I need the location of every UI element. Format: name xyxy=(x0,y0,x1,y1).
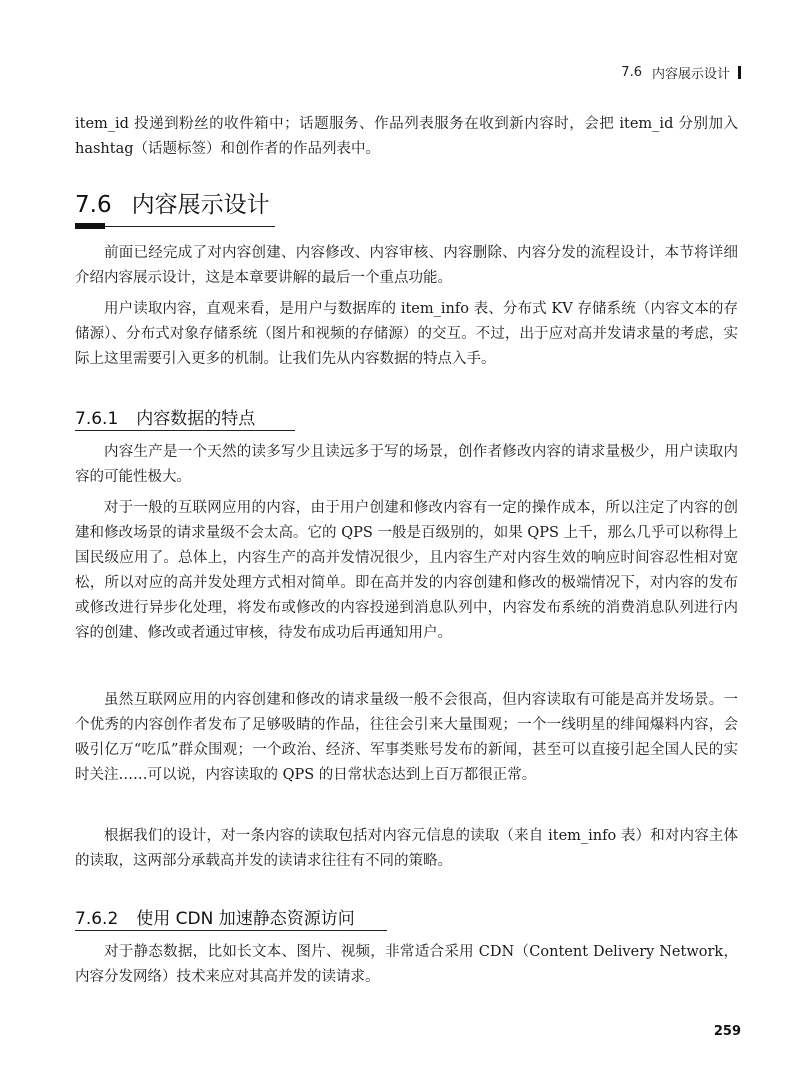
section-heading xyxy=(75,186,270,219)
subsection-1-rule xyxy=(75,430,295,431)
subsection-1-paragraph-1: 内容生产是一个天然的读多写少且读远多于写的场景，创作者修改内容的请求量极少，用户读取内容的可能性极大。 xyxy=(75,444,738,485)
subsection-2-number: 7.6.2 xyxy=(75,909,119,929)
section-heading-number: 7.6 xyxy=(75,192,112,218)
running-header-section-title: 内容展示设计 xyxy=(651,66,730,82)
subsection-2-rule xyxy=(75,930,387,931)
running-header-bar xyxy=(738,66,741,79)
section-heading-marker xyxy=(75,223,105,229)
subsection-1-paragraph-3: 虽然互联网应用的内容创建和修改的请求量级一般不会很高，但内容读取有可能是高并发场景。一个优秀的内容创作者发布了足够吸睛的作品，往往会引来大量围观；一个一线明星的绯闻爆料内容，会吸引亿万“吃瓜”群众围观；一个政治、经济、军事类账号发布的新闻，甚至可以直接引起全国人民的实时关注……可以说，内容读取的 QPS 的日常状态达到上百万都很正常。 xyxy=(75,692,738,783)
section-paragraph-2: 用户读取内容，直观来看，是用户与数据库的 item_info 表、分布式 KV 存储系统（内容文本的存储源）、分布式对象存储系统（图片和视频的存储源）的交互。不过，出于应对高并发请求量的考虑，实际上这里需要引入更多的机制。让我们先从内容数据的特点入手。 xyxy=(75,301,738,367)
subsection-1-paragraph-4: 根据我们的设计，对一条内容的读取包括对内容元信息的读取（来自 item_info 表）和对内容主体的读取，这两部分承载高并发的读请求往往有不同的策略。 xyxy=(75,828,738,869)
section-heading-title: 内容展示设计 xyxy=(131,192,270,218)
section-paragraph-1: 前面已经完成了对内容创建、内容修改、内容审核、内容删除、内容分发的流程设计，本节将详细介绍内容展示设计，这是本章要讲解的最后一个重点功能。 xyxy=(75,245,738,286)
subsection-2-paragraph-1: 对于静态数据，比如长文本、图片、视频，非常适合采用 CDN（Content Delivery Network，内容分发网络）技术来应对其高并发的读请求。 xyxy=(75,944,738,985)
subsection-2-heading xyxy=(75,904,355,929)
subsection-2-title: 使用 CDN 加速静态资源访问 xyxy=(136,909,355,929)
subsection-1-number: 7.6.1 xyxy=(75,409,119,429)
subsection-1-title: 内容数据的特点 xyxy=(136,409,256,429)
page-number: 259 xyxy=(713,1024,741,1039)
running-header-section-number: 7.6 xyxy=(621,64,642,80)
subsection-1-paragraph-2: 对于一般的互联网应用的内容，由于用户创建和修改内容有一定的操作成本，所以注定了内容的创建和修改场景的请求量级不会太高。它的 QPS 一般是百级别的，如果 QPS 上千，那么几乎可以称得上国民级应用了。总体上，内容生产的高并发情况很少，且内容生产对内容生效的响应时间容忍性相对宽松，所以对应的高并发处理方式相对简单。即在高并发的内容创建和修改的极端情况下，对内容的发布或修改进行异步化处理，将发布或修改的内容投递到消息队列中，内容发布系统的消费消息队列进行内容的创建、修改或者通过审核，待发布成功后再通知用户。 xyxy=(75,500,738,641)
subsection-1-heading xyxy=(75,404,255,429)
section-heading-rule xyxy=(75,226,275,227)
running-header xyxy=(621,62,741,82)
intro-paragraph: item_id 投递到粉丝的收件箱中；话题服务、作品列表服务在收到新内容时，会把 item_id 分别加入 hashtag（话题标签）和创作者的作品列表中。 xyxy=(75,116,738,157)
